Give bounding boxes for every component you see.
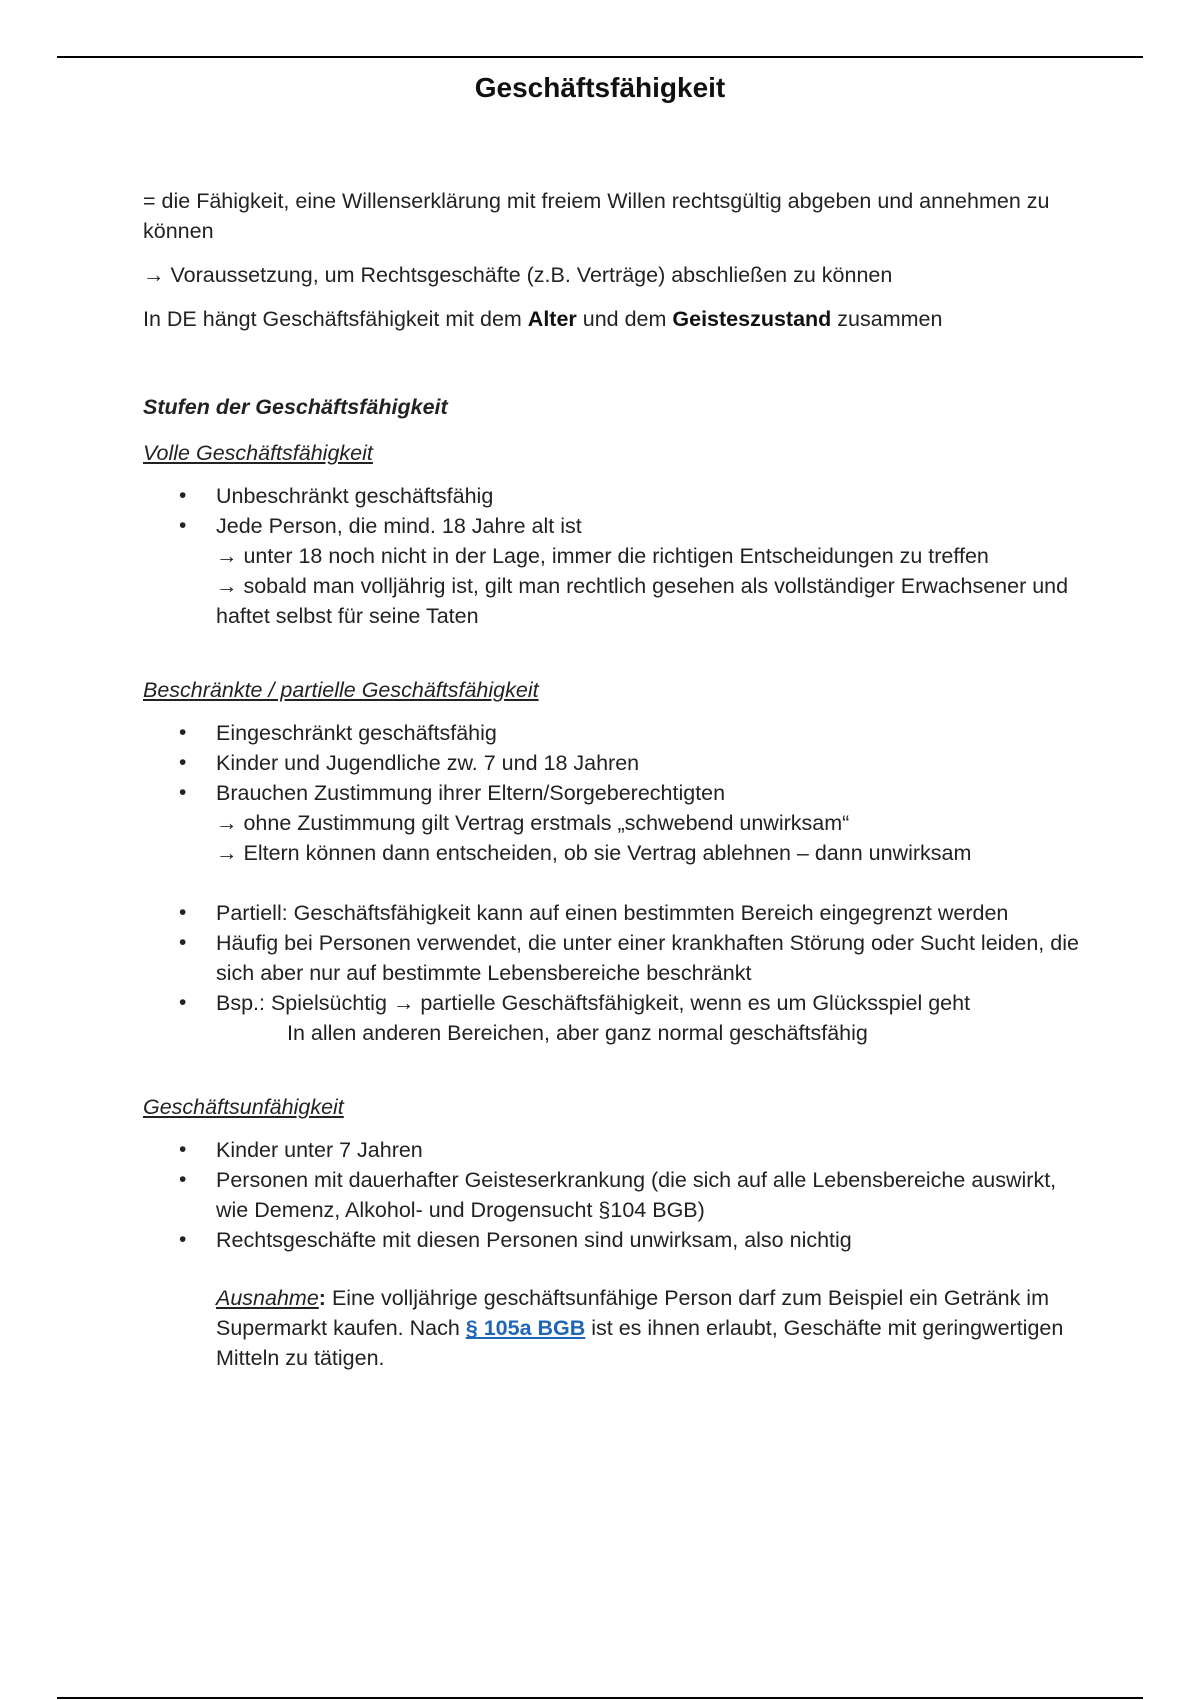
list-item-text: Jede Person, die mind. 18 Jahre alt ist bbox=[216, 514, 582, 538]
incapacity-heading: Geschäftsunfähigkeit bbox=[143, 1095, 344, 1119]
section-heading: Stufen der Geschäftsfähigkeit bbox=[143, 395, 448, 419]
age-keyword: Alter bbox=[527, 307, 577, 331]
limited-capacity-list bbox=[143, 718, 1083, 868]
list-item-continuation: → unter 18 noch nicht in der Lage, immer die richtigen Entscheidungen zu treffen bbox=[216, 544, 989, 568]
list-item bbox=[143, 778, 1083, 868]
list-item: • Personen mit dauerhafter Geisteserkrankung (die sich auf alle Lebensbereiche auswirkt, wie Demenz, Alkohol- und Drogensucht §104 BGB) bbox=[143, 1165, 1083, 1225]
list-item: • Kinder unter 7 Jahren bbox=[143, 1135, 1083, 1165]
spacer bbox=[143, 868, 1083, 898]
list-item bbox=[143, 511, 1083, 631]
definition-text: = die Fähigkeit, eine Willenserklärung mit freiem Willen rechtsgültig abgeben und annehmen zu können bbox=[143, 189, 1050, 243]
list-item: • Partiell: Geschäftsfähigkeit kann auf einen bestimmten Bereich eingegrenzt werden bbox=[143, 898, 1083, 928]
full-capacity-heading: Volle Geschäftsfähigkeit bbox=[143, 441, 373, 465]
bottom-rule bbox=[57, 1697, 1143, 1699]
list-item: • Häufig bei Personen verwendet, die unter einer krankhaften Störung oder Sucht leiden, die sich aber nur auf bestimmte Lebensbereiche beschränkt bbox=[143, 928, 1083, 988]
list-item-continuation: → Eltern können dann entscheiden, ob sie Vertrag ablehnen – dann unwirksam bbox=[216, 841, 972, 865]
list-item bbox=[143, 988, 1083, 1048]
mind-keyword: Geisteszustand bbox=[672, 307, 832, 331]
exception-label: Ausnahme bbox=[216, 1286, 319, 1310]
age-line-suffix: zusammen bbox=[831, 307, 943, 331]
list-item: • Kinder und Jugendliche zw. 7 und 18 Jahren bbox=[143, 748, 1083, 778]
incapacity-list bbox=[143, 1135, 1083, 1255]
age-line-mid: und dem bbox=[576, 307, 673, 331]
list-item-text: Brauchen Zustimmung ihrer Eltern/Sorgeberechtigten bbox=[216, 781, 726, 805]
age-line bbox=[143, 304, 1083, 334]
age-line-prefix: In DE hängt Geschäftsfähigkeit mit dem bbox=[143, 307, 528, 331]
list-item-text: Bsp.: Spielsüchtig → partielle Geschäftsfähigkeit, wenn es um Glücksspiel geht bbox=[216, 991, 971, 1015]
full-capacity-list bbox=[143, 481, 1083, 631]
list-item-continuation: → sobald man volljährig ist, gilt man rechtlich gesehen als vollständiger Erwachsener und haftet selbst für seine Taten bbox=[216, 574, 1069, 628]
top-rule bbox=[57, 56, 1143, 58]
list-item: • Rechtsgeschäfte mit diesen Personen sind unwirksam, also nichtig bbox=[143, 1225, 1083, 1255]
list-item: • Eingeschränkt geschäftsfähig bbox=[143, 718, 1083, 748]
document-body bbox=[143, 186, 1083, 1373]
limited-capacity-heading: Beschränkte / partielle Geschäftsfähigkeit bbox=[143, 678, 539, 702]
exception-note bbox=[143, 1283, 1083, 1373]
requirement-line: → Voraussetzung, um Rechtsgeschäfte (z.B. Verträge) abschließen zu können bbox=[143, 263, 893, 287]
exception-colon: : bbox=[318, 1286, 326, 1310]
bgb-105a-link[interactable]: § 105a BGB bbox=[465, 1316, 586, 1340]
exception-text: Eine volljährige geschäftsunfähige Person darf zum Beispiel ein Getränk im Supermarkt kaufen. Nach bbox=[216, 1286, 1049, 1340]
list-item-continuation: In allen anderen Bereichen, aber ganz normal geschäftsfähig bbox=[287, 1021, 868, 1045]
page-title: Geschäftsfähigkeit bbox=[474, 72, 726, 103]
exception-text-end: ist es ihnen erlaubt, Geschäfte mit geringwertigen Mitteln zu tätigen. bbox=[216, 1316, 1064, 1370]
list-item: • Unbeschränkt geschäftsfähig bbox=[143, 481, 1083, 511]
list-item-continuation: → ohne Zustimmung gilt Vertrag erstmals „schwebend unwirksam“ bbox=[216, 811, 850, 835]
partial-capacity-list bbox=[143, 898, 1083, 1048]
